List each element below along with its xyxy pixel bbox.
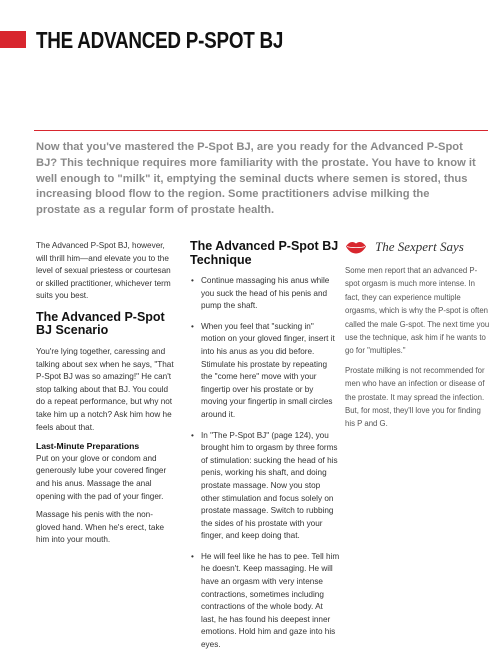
- lips-icon: [345, 240, 367, 254]
- page-title: THE ADVANCED P-SPOT BJ: [36, 27, 284, 53]
- scenario-heading: The Advanced P-Spot BJ Scenario: [36, 309, 165, 338]
- technique-bullet: • He will feel like he has to pee. Tell him he doesn't. Keep massaging. He will have an orgasm with very intense contractions, sometimes including contractions of the whole body. At last, he has found his deepest inner emotions. Hold him and gaze into his eyes.: [190, 551, 340, 652]
- col1-paragraph-1: The Advanced P-Spot BJ, however, will thrill him—and elevate you to the level of sexual priestess or courtesan or skilled practitioner, whichever term suits you best.: [36, 241, 171, 301]
- column-2: [190, 240, 340, 660]
- sexpert-title: The Sexpert Says: [375, 239, 464, 255]
- col1-paragraph-4: Massage his penis with the non-gloved hand. When he's erect, take him into your mouth.: [36, 510, 165, 545]
- technique-bullet: • In "The P-Spot BJ" (page 124), you brought him to orgasm by three forms of stimulation: sucking the head of his penis, working his shaft, and doing prostate massage. Now you stop other stimulation and focus solely on prostate massage. Switch to rubbing the sides of his prostate with your finger, and keep doing that.: [190, 430, 340, 543]
- col1-paragraph-3: Put on your glove or condom and generously lube your covered finger and his anus. Massage the anal opening with the pad of your finger.: [36, 453, 167, 501]
- title-accent-bar: [0, 31, 26, 48]
- technique-bullet: • Continue massaging his anus while you suck the head of his penis and pump the shaft.: [190, 275, 340, 313]
- technique-bullet: • When you feel that "sucking in" motion on your gloved finger, insert it into his anus as you did before. Stimulate his prostate by repeating the "come here" move with your fingertip over his prostate or by moving your fingertip in small circles around it.: [190, 321, 340, 422]
- col1-paragraph-2: You're lying together, caressing and talking about sex when he says, "That P-Spot BJ was so amazing!" He can't stop talking about that BJ. You could do a repeat performance, but why not take him up a notch? Ask him how he feels about that.: [36, 346, 174, 432]
- sexpert-paragraph-1: Some men report that an advanced P-spot orgasm is much more intense. In fact, they can experience multiple orgasms, which is why the P-spot is often called the male G-spot. The next time you use the technique, ask him if he wants to go for "multiples.": [345, 266, 490, 356]
- intro-paragraph: Now that you've mastered the P-Spot BJ, are you ready for the Advanced P-Spot BJ? This technique requires more familiarity with the prostate. You have to know it well enough to "milk" it, emptying the seminal ducts where semen is stored, thus increasing blood flow to the region. Some practitioners advise milking the prostate as a regular form of prostate health.: [36, 141, 476, 217]
- preparations-heading: Last-Minute Preparations: [36, 441, 140, 452]
- sexpert-sidebar: [345, 240, 490, 437]
- technique-heading: The Advanced P-Spot BJ Technique: [190, 239, 339, 267]
- sexpert-paragraph-2: Prostate milking is not recommended for men who have an infection or disease of the prostate. It may spread the infection. But, for most, they'll love you for finding his P and G.: [345, 365, 485, 429]
- divider-rule: [34, 130, 488, 131]
- sexpert-header: [345, 240, 490, 254]
- technique-list: [190, 275, 340, 652]
- column-1: [36, 240, 176, 553]
